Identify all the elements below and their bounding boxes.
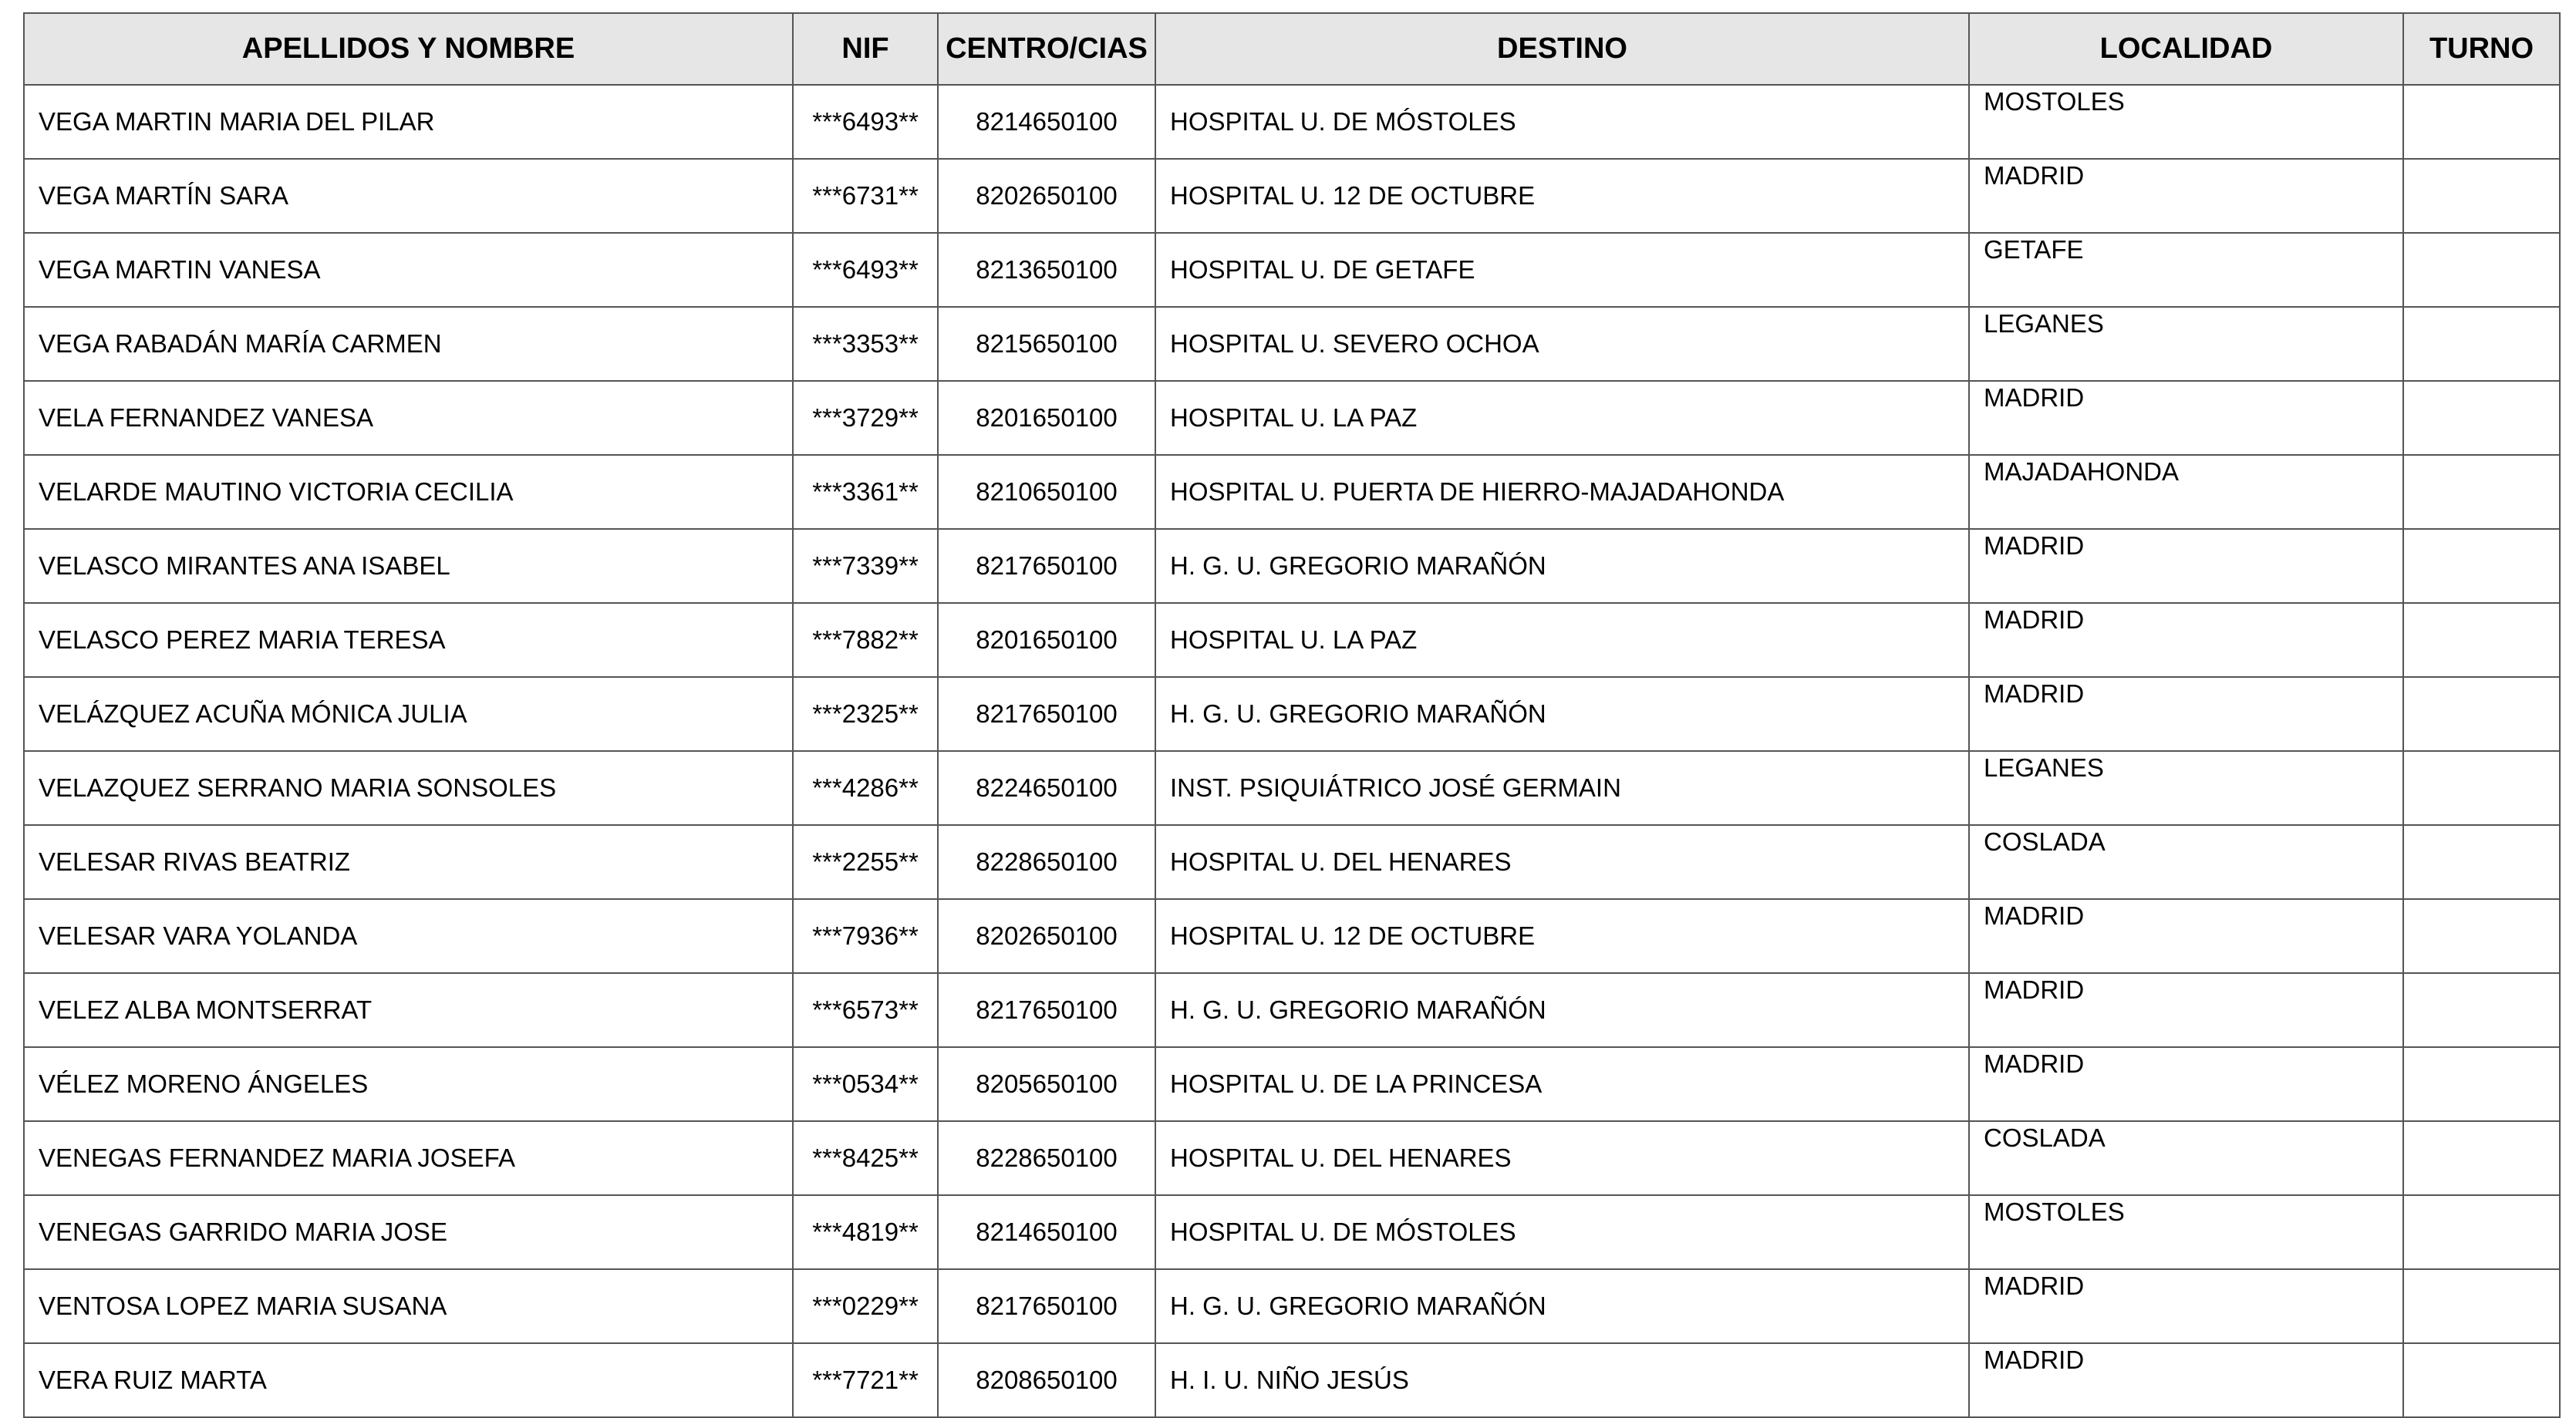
cell-name: VELAZQUEZ SERRANO MARIA SONSOLES (24, 751, 793, 825)
cell-name: VELASCO PEREZ MARIA TERESA (24, 603, 793, 677)
cell-centro-cias: 8210650100 (938, 455, 1155, 529)
cell-name: VELESAR RIVAS BEATRIZ (24, 825, 793, 899)
table-row (24, 1047, 2560, 1121)
cell-nif: ***7882** (793, 603, 938, 677)
cell-centro-cias: 8213650100 (938, 233, 1155, 307)
cell-localidad: MADRID (1969, 973, 2403, 1047)
cell-destino: HOSPITAL U. DE MÓSTOLES (1155, 85, 1969, 159)
table-row (24, 381, 2560, 455)
cell-turno (2403, 1269, 2560, 1343)
table-header-row (24, 13, 2560, 85)
cell-name: VELASCO MIRANTES ANA ISABEL (24, 529, 793, 603)
cell-turno (2403, 233, 2560, 307)
cell-centro-cias: 8228650100 (938, 825, 1155, 899)
cell-destino: HOSPITAL U. DEL HENARES (1155, 1121, 1969, 1195)
cell-localidad: MADRID (1969, 159, 2403, 233)
cell-name: VENTOSA LOPEZ MARIA SUSANA (24, 1269, 793, 1343)
cell-localidad: MOSTOLES (1969, 1195, 2403, 1269)
cell-nif: ***8425** (793, 1121, 938, 1195)
cell-turno (2403, 159, 2560, 233)
cell-localidad: LEGANES (1969, 307, 2403, 381)
cell-name: VELARDE MAUTINO VICTORIA CECILIA (24, 455, 793, 529)
cell-destino: HOSPITAL U. 12 DE OCTUBRE (1155, 899, 1969, 973)
cell-destino: H. G. U. GREGORIO MARAÑÓN (1155, 677, 1969, 751)
cell-turno (2403, 1047, 2560, 1121)
cell-localidad: MADRID (1969, 1343, 2403, 1417)
cell-nif: ***6493** (793, 233, 938, 307)
cell-name: VÉLEZ MORENO ÁNGELES (24, 1047, 793, 1121)
header-destino: DESTINO (1155, 13, 1969, 85)
cell-centro-cias: 8228650100 (938, 1121, 1155, 1195)
cell-destino: H. I. U. NIÑO JESÚS (1155, 1343, 1969, 1417)
header-turno: TURNO (2403, 13, 2560, 85)
cell-turno (2403, 1343, 2560, 1417)
cell-localidad: MADRID (1969, 603, 2403, 677)
cell-name: VEGA MARTIN VANESA (24, 233, 793, 307)
table-row (24, 751, 2560, 825)
cell-localidad: MADRID (1969, 899, 2403, 973)
cell-destino: HOSPITAL U. SEVERO OCHOA (1155, 307, 1969, 381)
cell-name: VELEZ ALBA MONTSERRAT (24, 973, 793, 1047)
cell-turno (2403, 751, 2560, 825)
cell-localidad: MAJADAHONDA (1969, 455, 2403, 529)
cell-centro-cias: 8208650100 (938, 1343, 1155, 1417)
cell-name: VELA FERNANDEZ VANESA (24, 381, 793, 455)
table-row (24, 1121, 2560, 1195)
header-centro-cias: CENTRO/CIAS (938, 13, 1155, 85)
table-row (24, 677, 2560, 751)
table-row (24, 529, 2560, 603)
cell-name: VEGA RABADÁN MARÍA CARMEN (24, 307, 793, 381)
header-name: APELLIDOS Y NOMBRE (24, 13, 793, 85)
table-body (24, 85, 2560, 1417)
cell-localidad: COSLADA (1969, 825, 2403, 899)
cell-centro-cias: 8214650100 (938, 85, 1155, 159)
cell-destino: HOSPITAL U. DEL HENARES (1155, 825, 1969, 899)
cell-turno (2403, 899, 2560, 973)
cell-name: VELÁZQUEZ ACUÑA MÓNICA JULIA (24, 677, 793, 751)
cell-centro-cias: 8224650100 (938, 751, 1155, 825)
cell-localidad: MADRID (1969, 1047, 2403, 1121)
cell-name: VELESAR VARA YOLANDA (24, 899, 793, 973)
cell-turno (2403, 677, 2560, 751)
cell-nif: ***3353** (793, 307, 938, 381)
cell-turno (2403, 1121, 2560, 1195)
cell-centro-cias: 8205650100 (938, 1047, 1155, 1121)
cell-centro-cias: 8217650100 (938, 529, 1155, 603)
cell-nif: ***7339** (793, 529, 938, 603)
table-row (24, 1343, 2560, 1417)
table-row (24, 1269, 2560, 1343)
cell-destino: HOSPITAL U. DE GETAFE (1155, 233, 1969, 307)
table-row (24, 159, 2560, 233)
cell-name: VENEGAS FERNANDEZ MARIA JOSEFA (24, 1121, 793, 1195)
cell-nif: ***0229** (793, 1269, 938, 1343)
cell-destino: H. G. U. GREGORIO MARAÑÓN (1155, 973, 1969, 1047)
cell-centro-cias: 8217650100 (938, 677, 1155, 751)
table-row (24, 455, 2560, 529)
cell-centro-cias: 8202650100 (938, 159, 1155, 233)
cell-localidad: MADRID (1969, 677, 2403, 751)
cell-centro-cias: 8201650100 (938, 381, 1155, 455)
cell-nif: ***6493** (793, 85, 938, 159)
cell-turno (2403, 1195, 2560, 1269)
cell-turno (2403, 381, 2560, 455)
cell-nif: ***4819** (793, 1195, 938, 1269)
cell-localidad: MOSTOLES (1969, 85, 2403, 159)
cell-nif: ***0534** (793, 1047, 938, 1121)
cell-localidad: LEGANES (1969, 751, 2403, 825)
cell-nif: ***2325** (793, 677, 938, 751)
cell-turno (2403, 825, 2560, 899)
assignments-table (23, 12, 2561, 1418)
table-row (24, 85, 2560, 159)
table-row (24, 233, 2560, 307)
table-row (24, 973, 2560, 1047)
header-nif: NIF (793, 13, 938, 85)
cell-localidad: COSLADA (1969, 1121, 2403, 1195)
table-row (24, 1195, 2560, 1269)
header-localidad: LOCALIDAD (1969, 13, 2403, 85)
cell-localidad: GETAFE (1969, 233, 2403, 307)
cell-destino: H. G. U. GREGORIO MARAÑÓN (1155, 529, 1969, 603)
cell-name: VERA RUIZ MARTA (24, 1343, 793, 1417)
table-row (24, 899, 2560, 973)
cell-nif: ***6731** (793, 159, 938, 233)
cell-nif: ***4286** (793, 751, 938, 825)
table-row (24, 307, 2560, 381)
cell-destino: HOSPITAL U. DE LA PRINCESA (1155, 1047, 1969, 1121)
cell-turno (2403, 603, 2560, 677)
cell-centro-cias: 8215650100 (938, 307, 1155, 381)
cell-destino: HOSPITAL U. LA PAZ (1155, 381, 1969, 455)
cell-centro-cias: 8217650100 (938, 1269, 1155, 1343)
table-row (24, 825, 2560, 899)
cell-nif: ***3361** (793, 455, 938, 529)
cell-turno (2403, 307, 2560, 381)
cell-destino: INST. PSIQUIÁTRICO JOSÉ GERMAIN (1155, 751, 1969, 825)
cell-destino: HOSPITAL U. PUERTA DE HIERRO-MAJADAHONDA (1155, 455, 1969, 529)
cell-centro-cias: 8202650100 (938, 899, 1155, 973)
cell-nif: ***2255** (793, 825, 938, 899)
cell-localidad: MADRID (1969, 529, 2403, 603)
cell-destino: H. G. U. GREGORIO MARAÑÓN (1155, 1269, 1969, 1343)
cell-centro-cias: 8201650100 (938, 603, 1155, 677)
cell-turno (2403, 85, 2560, 159)
cell-nif: ***3729** (793, 381, 938, 455)
cell-nif: ***6573** (793, 973, 938, 1047)
cell-nif: ***7721** (793, 1343, 938, 1417)
cell-turno (2403, 973, 2560, 1047)
cell-destino: HOSPITAL U. DE MÓSTOLES (1155, 1195, 1969, 1269)
cell-destino: HOSPITAL U. LA PAZ (1155, 603, 1969, 677)
cell-destino: HOSPITAL U. 12 DE OCTUBRE (1155, 159, 1969, 233)
cell-centro-cias: 8217650100 (938, 973, 1155, 1047)
cell-turno (2403, 455, 2560, 529)
cell-name: VEGA MARTIN MARIA DEL PILAR (24, 85, 793, 159)
cell-centro-cias: 8214650100 (938, 1195, 1155, 1269)
cell-turno (2403, 529, 2560, 603)
cell-name: VENEGAS GARRIDO MARIA JOSE (24, 1195, 793, 1269)
cell-localidad: MADRID (1969, 1269, 2403, 1343)
cell-name: VEGA MARTÍN SARA (24, 159, 793, 233)
cell-nif: ***7936** (793, 899, 938, 973)
cell-localidad: MADRID (1969, 381, 2403, 455)
table-row (24, 603, 2560, 677)
